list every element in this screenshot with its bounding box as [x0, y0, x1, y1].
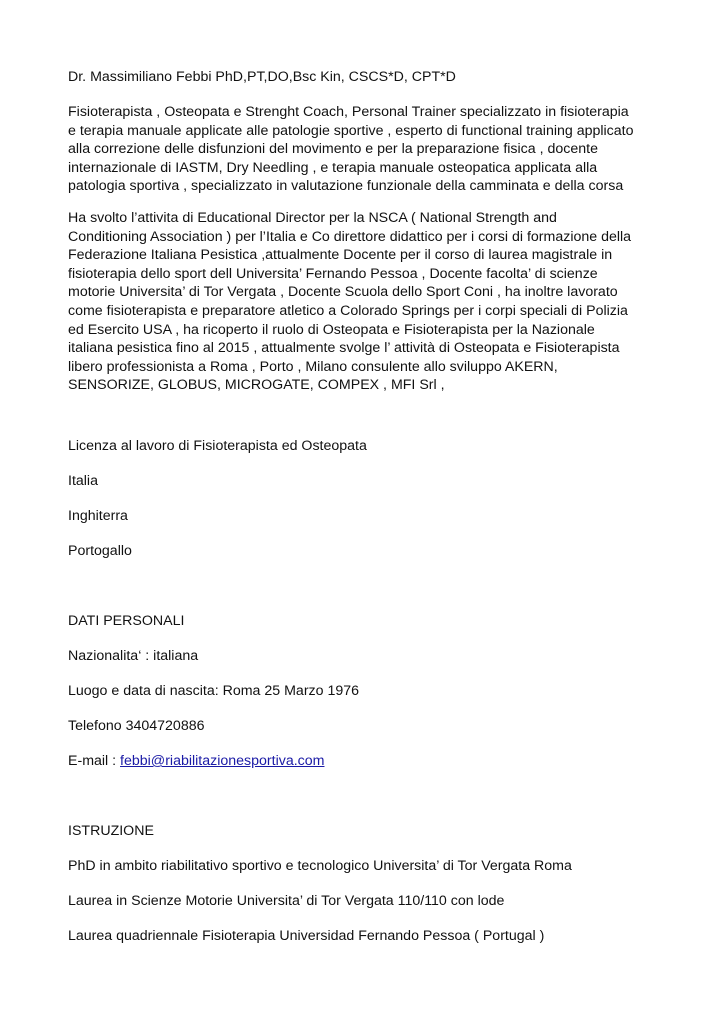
email-line	[68, 752, 660, 771]
education-item: PhD in ambito riabilitativo sportivo e tecnologico Universita’ di Tor Vergata Roma	[68, 858, 572, 874]
career-line: libero professionista a Roma , Porto , Milano consulente allo sviluppo AKERN,	[68, 358, 558, 375]
education-item: Laurea in Scienze Motorie Universita’ di Tor Vergata 110/110 con lode	[68, 893, 505, 909]
career-line: SENSORIZE, GLOBUS, MICROGATE, COMPEX , MFI Srl ,	[68, 377, 445, 394]
email-label: E-mail :	[68, 753, 121, 769]
personal-heading: DATI PERSONALI	[68, 613, 185, 629]
intro-line: Fisioterapista , Osteopata e Strenght Coach, Personal Trainer specializzato in fisioterapia	[68, 104, 629, 120]
intro-line: e terapia manuale applicate alle patologie sportive , esperto di functional training applicato	[68, 122, 634, 139]
intro-line: internazionale di IASTM, Dry Needling , e terapia manuale osteopatica applicata alla	[68, 159, 598, 176]
intro-line: alla correzione delle disfunzioni del movimento e per la preparazione fisica , docente	[68, 141, 598, 158]
career-line: italiana pesistica fino al 2015 , attualmente svolge l’ attività di Osteopata e Fisioterapista	[68, 340, 620, 357]
email-link[interactable]: febbi@riabilitazionesportiva.com	[120, 753, 325, 769]
career-line: Conditioning Association ) per l’Italia e Co direttore didattico per i corsi di formazione della	[68, 228, 632, 245]
career-line: Ha svolto l’attivita di Educational Director per la NSCA ( National Strength and	[68, 210, 557, 226]
career-line: motorie Universita’ di Tor Vergata , Docente Scuola dello Sport Coni , ha inoltre lavorato	[68, 284, 618, 301]
intro-paragraph	[68, 103, 660, 196]
license-country-england: Inghiterra	[68, 508, 128, 524]
education-item: Laurea quadriennale Fisioterapia Universidad Fernando Pessoa ( Portugal )	[68, 928, 545, 944]
career-line: fisioterapia dello sport dell Universita’ Fernando Pessoa , Docente facolta’ di scienze	[68, 265, 598, 282]
nationality: Nazionalita‘ : italiana	[68, 648, 199, 664]
license-title: Licenza al lavoro di Fisioterapista ed Osteopata	[68, 438, 367, 454]
career-paragraph	[68, 209, 660, 395]
license-country-italy: Italia	[68, 473, 98, 489]
education-heading: ISTRUZIONE	[68, 823, 154, 839]
license-country-portugal: Portogallo	[68, 543, 132, 559]
phone: Telefono 3404720886	[68, 718, 205, 734]
career-line: come fisioterapista e preparatore atletico a Colorado Springs per i corpi speciali di Polizia	[68, 302, 628, 319]
career-line: Federazione Italiana Pesistica ,attualmente Docente per il corso di laurea magistrale in	[68, 247, 613, 264]
name-line: Dr. Massimiliano Febbi PhD,PT,DO,Bsc Kin, CSCS*D, CPT*D	[68, 69, 456, 85]
intro-line: patologia sportiva , specializzato in valutazione funzionale della camminata e della corsa	[68, 178, 624, 195]
birth-info: Luogo e data di nascita: Roma 25 Marzo 1976	[68, 683, 360, 699]
career-line: ed Esercito USA , ha ricoperto il ruolo di Osteopata e Fisioterapista per la Nazionale	[68, 321, 595, 338]
